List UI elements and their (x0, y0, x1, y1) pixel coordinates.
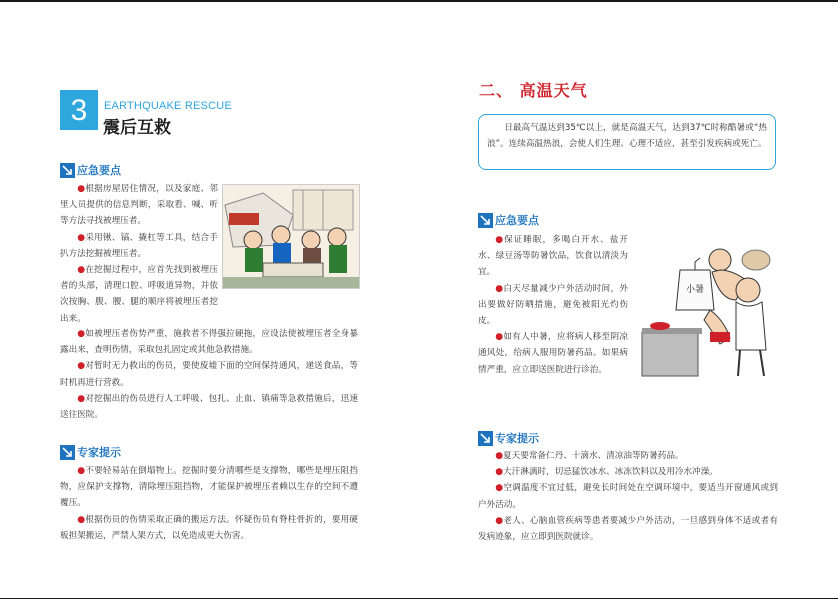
right-emergency-heading (478, 212, 539, 228)
section-heading-label: 专家提示 (77, 446, 121, 459)
definition-box (478, 114, 776, 170)
bullet-dot-icon: ● (77, 184, 86, 194)
bullet-dot-icon: ● (495, 332, 504, 343)
bullet-dot-icon: ● (77, 361, 86, 372)
bullet-dot-icon: ● (495, 283, 504, 294)
left-emergency-full-text (60, 326, 358, 423)
heatstroke-illustration (640, 240, 780, 380)
bullet-dot-icon: ● (77, 265, 86, 276)
paragraph: 空调温度不宜过低，避免长时间处在空调环境中，要适当开窗通风或到户外活动。 (478, 483, 778, 510)
rescue-illustration (222, 184, 360, 289)
section-heading-label: 专家提示 (495, 432, 539, 445)
chapter-number: 3 (60, 90, 98, 130)
bullet-dot-icon: ● (495, 515, 504, 526)
paragraph: 采用锹、镐、撬杠等工具，结合手扒方法挖掘被埋压者。 (60, 232, 218, 259)
paragraph: 对挖掘出的伤员进行人工呼吸、包扎、止血、镇痛等急救措施后，迅速送往医院。 (60, 393, 358, 421)
bullet-dot-icon: ● (495, 235, 505, 245)
bullet-dot-icon: ● (77, 329, 86, 339)
right-page-title: 二、 高温天气 (479, 81, 588, 100)
bullet-dot-icon: ● (495, 451, 504, 461)
right-emergency-text (478, 232, 628, 378)
bullet-dot-icon: ● (77, 393, 86, 404)
left-tips-heading (60, 444, 121, 460)
definition-text: 日最高气温达到35℃以上，就是高温天气，达到37℃时称酷暑或“热浪”。连续高温热浪，会使人们生理、心理不适应，甚至引发疾病或死亡。 (487, 123, 767, 149)
section-heading-label: 应急要点 (77, 164, 121, 177)
section-arrow-icon (60, 445, 75, 460)
bullet-dot-icon: ● (495, 483, 504, 494)
paragraph: 根据伤员的伤情采取正确的搬运方法。怀疑伤员有脊柱骨折的，要用硬板担架搬运，严禁人架方式，以免造成更大伤害。 (60, 514, 358, 541)
sign-text: 小暑 (685, 285, 705, 295)
bullet-dot-icon: ● (495, 467, 504, 478)
paragraph: 如有人中暑，应将病人移至阴凉通风处，给病人服用防暑药品。如果病情严重，应立即送医院进行诊治。 (478, 332, 628, 375)
section-arrow-icon (478, 213, 493, 228)
paragraph: 对暂时无力救出的伤员，要使废墟下面的空间保持通风，递送食品，等时机再进行营救。 (60, 361, 358, 388)
bullet-dot-icon: ● (77, 232, 86, 243)
top-rule (0, 0, 838, 2)
bullet-dot-icon: ● (77, 514, 86, 525)
section-arrow-icon (60, 163, 75, 178)
paragraph: 白天尽量减少户外活动时间，外出要做好防晒措施，避免被阳光灼伤皮。 (478, 283, 628, 327)
paragraph: 大汗淋漓时，切忌猛饮冰水、冰冻饮料以及用冷水冲澡。 (503, 467, 718, 478)
bullet-dot-icon: ● (77, 466, 86, 476)
section-heading-label: 应急要点 (495, 214, 539, 227)
right-tips-text (478, 448, 778, 545)
paragraph: 在挖掘过程中，应首先找到被埋压者的头部，清理口腔、呼吸道异物，并依次按胸、腹、腰、腿的顺序将被埋压者挖出来。 (60, 265, 218, 324)
paragraph: 根据房屋居住情况，以及家庭、邻里人员提供的信息判断，采取看、喊、听等方法寻找被埋压者。 (60, 184, 218, 227)
paragraph: 不要轻易站在倒塌物上。挖掘时要分清哪些是支撑物，哪些是埋压阻挡物，应保护支撑物，清除埋压阻挡物，才能保护被埋压者赖以生存的空间不遭覆压。 (60, 466, 358, 509)
left-tips-text (60, 463, 358, 544)
bottom-rule (0, 598, 838, 599)
paragraph: 夏天要常备仁丹、十滴水、清凉油等防暑药品。 (503, 451, 684, 461)
chapter-english-title: EARTHQUAKE RESCUE (104, 100, 232, 112)
chapter-title: 震后互救 (103, 118, 171, 138)
left-emergency-wrap-text (60, 181, 218, 327)
right-tips-heading (478, 430, 539, 446)
left-emergency-heading (60, 162, 121, 178)
paragraph: 保证睡眠，多喝白开水、盐开水、绿豆汤等防暑饮品，饮食以清淡为宜。 (478, 235, 628, 278)
paragraph: 如被埋压者伤势严重，施救者不得强拉硬拖，应设法使被埋压者全身暴露出来，查明伤情，采取包扎固定或其他急救措施。 (60, 329, 358, 356)
section-arrow-icon (478, 431, 493, 446)
paragraph: 老人、心脑血管疾病等患者要减少户外活动，一旦感到身体不适或者有发病迹象，应立即到医院就诊。 (478, 515, 778, 543)
